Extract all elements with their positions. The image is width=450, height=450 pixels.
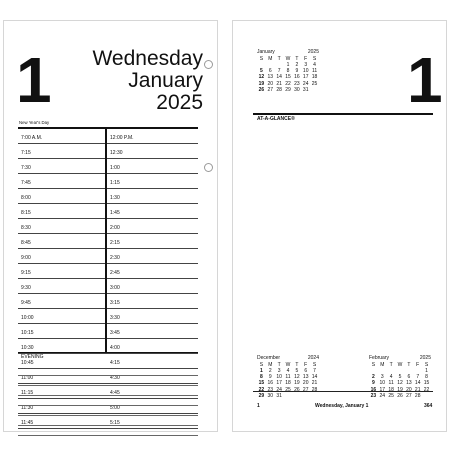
calendar-day: 1	[425, 367, 428, 374]
weekday-label: M	[380, 361, 385, 368]
calendar-day: 17	[379, 386, 386, 393]
calendar-day: 15	[258, 380, 265, 387]
calendar-day: 4	[389, 374, 393, 381]
calendar-day: 1	[286, 61, 290, 68]
calendar-day: 28	[276, 86, 282, 93]
calendar-day: 14	[311, 374, 318, 381]
calendar-day: 2	[295, 61, 299, 68]
time-row[interactable]	[18, 159, 198, 174]
time-label-pm: 4:00	[110, 345, 120, 351]
calendar-day: 19	[294, 380, 300, 387]
weekday-label: W	[285, 361, 291, 368]
time-label-pm: 12:00 P.M.	[110, 135, 134, 141]
time-row[interactable]	[18, 324, 198, 339]
evening-rule	[18, 352, 198, 353]
calendar-day: 7	[277, 68, 281, 75]
time-label-am: 7:45	[21, 180, 31, 186]
time-label-pm: 2:30	[110, 255, 120, 261]
calendar-day: 21	[311, 380, 318, 387]
calendar-day: 9	[372, 380, 375, 387]
calendar-day: 26	[294, 386, 300, 393]
evening-line[interactable]	[18, 376, 198, 386]
time-label-pm: 1:30	[110, 195, 120, 201]
time-label-pm: 5:00	[110, 405, 120, 411]
weekday-label: W	[397, 361, 403, 368]
daily-page-right	[232, 20, 447, 432]
evening-line[interactable]	[18, 366, 198, 376]
calendar-day: 21	[276, 80, 282, 87]
time-label-am: 9:15	[21, 270, 31, 276]
calendar-day: 3	[304, 61, 308, 68]
calendar-day	[310, 87, 319, 93]
weekday-heading: Wednesday	[92, 47, 203, 70]
calendar-day: 7	[313, 367, 316, 374]
calendar-day: 4	[286, 367, 290, 374]
calendar-day: 28	[311, 386, 318, 393]
calendar-day: 22	[258, 386, 265, 393]
calendar-day: 24	[379, 392, 386, 399]
calendar-day: 8	[425, 374, 428, 381]
weekday-label: F	[304, 361, 308, 368]
calendar-day: 31	[302, 86, 309, 93]
weekday-label: T	[295, 55, 299, 62]
time-row[interactable]	[18, 204, 198, 219]
time-row[interactable]	[18, 189, 198, 204]
calendar-day: 17	[276, 380, 282, 387]
time-label-am: 9:45	[21, 300, 31, 306]
calendar-day: 23	[370, 392, 377, 399]
time-label-am: 7:15	[21, 150, 31, 156]
calendar-day: 6	[304, 367, 308, 374]
time-label-am: 8:15	[21, 210, 31, 216]
time-label-am: 10:15	[21, 330, 34, 336]
calendar-day: 25	[311, 80, 318, 87]
time-label-pm: 5:15	[110, 420, 120, 426]
calendar-day: 3	[277, 367, 281, 374]
mini-calendar-grid	[369, 362, 431, 400]
calendar-day: 27	[406, 392, 412, 399]
evening-line[interactable]	[18, 416, 198, 426]
time-label-pm: 1:00	[110, 165, 120, 171]
calendar-day	[422, 393, 431, 399]
weekday-label: S	[424, 361, 429, 368]
daily-page-left	[3, 20, 218, 432]
calendar-day: 5	[295, 367, 299, 374]
time-label-am: 9:00	[21, 255, 31, 261]
day-number: 1	[16, 44, 52, 116]
weekday-label: S	[371, 361, 376, 368]
time-label-am: 7:30	[21, 165, 31, 171]
time-label-am: 9:30	[21, 285, 31, 291]
calendar-day: 22	[285, 80, 291, 87]
calendar-day: 22	[423, 386, 430, 393]
time-label-am: 7:00 A.M.	[21, 135, 43, 141]
time-row[interactable]	[18, 234, 198, 249]
evening-line[interactable]	[18, 426, 198, 436]
calendar-day: 29	[285, 86, 291, 93]
binder-hole-left-top	[204, 60, 213, 69]
calendar-day: 31	[276, 392, 282, 399]
calendar-day: 28	[414, 392, 421, 399]
time-row[interactable]	[18, 129, 198, 144]
calendar-day: 19	[397, 386, 403, 393]
time-label-am: 8:45	[21, 240, 31, 246]
calendar-day: 24	[276, 386, 282, 393]
time-label-pm: 3:00	[110, 285, 120, 291]
mini-calendar-december	[257, 355, 319, 399]
time-label-pm: 4:15	[110, 360, 120, 366]
weekday-label: F	[304, 55, 308, 62]
mini-calendar-year: 2024	[307, 355, 319, 361]
calendar-day: 23	[267, 386, 274, 393]
month-heading: January	[128, 69, 203, 92]
calendar-day: 23	[294, 80, 300, 87]
calendar-day: 19	[258, 80, 265, 87]
time-label-pm: 4:30	[110, 375, 120, 381]
time-label-am: 11:15	[21, 390, 34, 396]
calendar-day: 18	[388, 386, 394, 393]
calendar-day: 15	[285, 74, 291, 81]
calendar-day	[310, 393, 319, 399]
mini-calendar-month: January	[257, 49, 275, 55]
mini-calendar-grid	[257, 56, 319, 94]
calendar-day: 29	[258, 392, 265, 399]
calendar-day	[292, 393, 301, 399]
time-label-am: 10:00	[21, 315, 34, 321]
calendar-day: 2	[268, 367, 272, 374]
calendar-day	[284, 393, 293, 399]
calendar-day: 25	[388, 392, 394, 399]
calendar-day: 13	[406, 380, 412, 387]
weekday-label: T	[295, 361, 299, 368]
weekday-label: S	[312, 361, 317, 368]
calendar-day: 30	[267, 392, 274, 399]
evening-line[interactable]	[18, 386, 198, 396]
calendar-day: 11	[311, 68, 318, 75]
calendar-day	[301, 393, 310, 399]
mini-calendar-year: 2025	[307, 49, 319, 55]
time-label-pm: 2:15	[110, 240, 120, 246]
calendar-day: 12	[258, 74, 265, 81]
calendar-day: 16	[370, 386, 377, 393]
calendar-day: 21	[414, 386, 421, 393]
time-label-am: 10:45	[21, 360, 34, 366]
calendar-day: 10	[276, 374, 282, 381]
time-label-pm: 12:30	[110, 150, 123, 156]
calendar-day: 20	[406, 386, 412, 393]
calendar-day: 11	[388, 380, 394, 387]
mini-calendar-february	[369, 355, 431, 399]
day-number: 1	[407, 44, 443, 116]
calendar-day: 20	[302, 380, 309, 387]
time-row[interactable]	[18, 279, 198, 294]
calendar-day: 13	[267, 74, 274, 81]
weekday-label: W	[285, 55, 291, 62]
time-label-pm: 3:45	[110, 330, 120, 336]
time-column-divider	[105, 128, 107, 352]
calendar-day: 8	[286, 68, 290, 75]
days-remaining: 364	[424, 403, 433, 409]
time-label-pm: 3:15	[110, 300, 120, 306]
time-label-pm: 4:45	[110, 390, 120, 396]
calendar-day: 6	[407, 374, 411, 381]
calendar-day: 30	[294, 86, 300, 93]
time-row[interactable]	[18, 309, 198, 324]
time-label-am: 8:00	[21, 195, 31, 201]
weekday-label: F	[416, 361, 420, 368]
time-row[interactable]	[18, 144, 198, 159]
calendar-day: 12	[294, 374, 300, 381]
evening-line[interactable]	[18, 406, 198, 416]
calendar-day: 18	[285, 380, 291, 387]
calendar-day: 25	[285, 386, 291, 393]
weekday-label: S	[312, 55, 317, 62]
calendar-day: 16	[294, 74, 300, 81]
time-label-am: 11:45	[21, 420, 34, 426]
evening-label: EVENING	[21, 354, 44, 360]
calendar-day: 17	[302, 74, 309, 81]
calendar-day: 3	[380, 374, 384, 381]
calendar-day: 14	[276, 74, 282, 81]
day-of-year: 1	[257, 403, 260, 409]
time-label-pm: 2:45	[110, 270, 120, 276]
year-heading: 2025	[156, 91, 203, 114]
time-row[interactable]	[18, 294, 198, 309]
footer-date: Wednesday, January 1	[315, 403, 369, 409]
weekday-label: M	[268, 361, 273, 368]
footer-rule	[253, 391, 433, 392]
time-label-am: 11:30	[21, 405, 34, 411]
calendar-day: 10	[379, 380, 386, 387]
calendar-day: 24	[302, 80, 309, 87]
calendar-day: 5	[398, 374, 402, 381]
calendar-day: 12	[397, 380, 403, 387]
calendar-day: 26	[258, 86, 265, 93]
weekday-label: M	[268, 55, 273, 62]
weekday-label: T	[277, 361, 281, 368]
weekday-label: S	[259, 55, 264, 62]
time-row[interactable]	[18, 249, 198, 264]
time-label-am: 8:30	[21, 225, 31, 231]
calendar-day: 18	[311, 74, 318, 81]
top-rule	[253, 113, 433, 115]
time-row[interactable]	[18, 219, 198, 234]
calendar-day: 15	[423, 380, 430, 387]
calendar-day: 20	[267, 80, 274, 87]
mini-calendar-month: December	[257, 355, 281, 361]
calendar-day: 11	[285, 374, 291, 381]
calendar-day: 13	[302, 374, 309, 381]
binder-hole-left-middle	[204, 163, 213, 172]
time-label-am: 11:00	[21, 375, 34, 381]
mini-calendar-month: February	[369, 355, 390, 361]
calendar-day: 8	[260, 374, 263, 381]
calendar-day: 14	[414, 380, 421, 387]
time-label-pm: 1:15	[110, 180, 120, 186]
calendar-day: 1	[260, 367, 263, 374]
mini-calendar-grid	[257, 362, 319, 400]
time-row[interactable]	[18, 174, 198, 189]
calendar-day: 2	[372, 374, 375, 381]
weekday-label: T	[407, 361, 411, 368]
brand-logo: AT-A-GLANCE®	[257, 116, 295, 122]
time-label-pm: 1:45	[110, 210, 120, 216]
evening-writing-lines	[18, 366, 198, 436]
weekday-label: T	[389, 361, 393, 368]
weekday-label: S	[259, 361, 264, 368]
calendar-day: 27	[302, 386, 309, 393]
weekday-label: T	[277, 55, 281, 62]
calendar-day: 4	[313, 61, 316, 68]
time-label-pm: 2:00	[110, 225, 120, 231]
evening-line[interactable]	[18, 396, 198, 406]
mini-calendar-year: 2025	[419, 355, 431, 361]
time-label-am: 10:30	[21, 345, 34, 351]
calendar-day: 9	[268, 374, 272, 381]
calendar-day: 16	[267, 380, 274, 387]
holiday-label: New Year's Day	[19, 120, 50, 125]
calendar-day: 7	[416, 374, 420, 381]
time-row[interactable]	[18, 264, 198, 279]
calendar-day: 27	[267, 86, 274, 93]
calendar-day: 5	[260, 68, 263, 75]
mini-calendar-january	[257, 49, 319, 93]
calendar-day: 10	[302, 68, 309, 75]
time-label-pm: 3:30	[110, 315, 120, 321]
calendar-day: 6	[268, 68, 272, 75]
calendar-day: 26	[397, 392, 403, 399]
calendar-day: 9	[295, 68, 299, 75]
